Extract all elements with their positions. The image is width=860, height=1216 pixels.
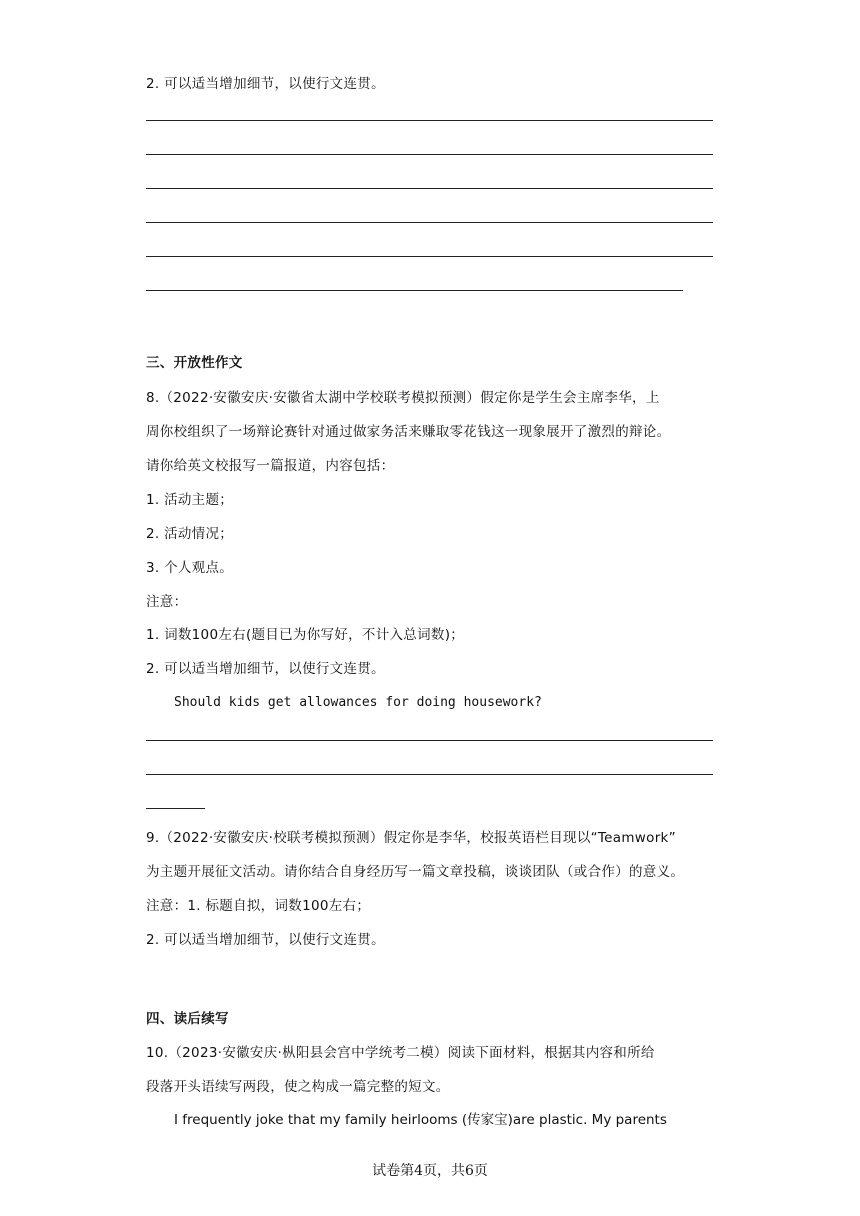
question-10-passage-line-1: I frequently joke that my family heirlooms (传家宝)are plastic. My parents: [174, 1112, 667, 1128]
question-9-note-2: 2. 可以适当增加细节，以使行文连贯。: [146, 932, 385, 948]
answer-line: [146, 774, 713, 775]
question-8-text-line-1: 8.（2022·安徽安庆·安徽省太湖中学校联考模拟预测）假定你是学生会主席李华，上: [146, 390, 660, 406]
question-8-item-1: 1. 活动主题；: [146, 492, 234, 508]
question-9-text-line-1: 9.（2022·安徽安庆·校联考模拟预测）假定你是李华，校报英语栏目现以“Teamwork”: [146, 830, 676, 846]
answer-line: [146, 120, 713, 121]
prev-instruction-item-2: 2. 可以适当增加细节，以使行文连贯。: [146, 76, 385, 92]
question-8-item-2: 2. 活动情况；: [146, 526, 234, 542]
question-8-note-1: 1. 词数100左右(题目已为你写好，不计入总词数)；: [146, 627, 465, 643]
question-8-essay-title: Should kids get allowances for doing housework?: [174, 695, 542, 710]
answer-line: [146, 740, 713, 741]
answer-line: [146, 290, 683, 291]
question-9-text-line-2: 为主题开展征文活动。请你结合自身经历写一篇文章投稿，谈谈团队（或合作）的意义。: [146, 864, 685, 880]
answer-line: [146, 222, 713, 223]
question-8-note-2: 2. 可以适当增加细节，以使行文连贯。: [146, 661, 385, 677]
section-4-heading: 四、读后续写: [146, 1011, 229, 1027]
answer-line: [146, 154, 713, 155]
question-8-note-label: 注意：: [146, 594, 188, 610]
question-8-item-3: 3. 个人观点。: [146, 560, 234, 576]
question-10-text-line-1: 10.（2023·安徽安庆·枞阳县会宫中学统考二模）阅读下面材料，根据其内容和所给: [146, 1045, 655, 1061]
answer-line: [146, 256, 713, 257]
question-8-text-line-3: 请你给英文校报写一篇报道，内容包括：: [146, 458, 395, 474]
question-8-text-line-2: 周你校组织了一场辩论赛针对通过做家务活来赚取零花钱这一现象展开了激烈的辩论。: [146, 424, 671, 440]
answer-line: [146, 808, 205, 809]
question-10-text-line-2: 段落开头语续写两段，使之构成一篇完整的短文。: [146, 1079, 450, 1095]
answer-line: [146, 188, 713, 189]
question-9-note-1: 注意：1. 标题自拟，词数100左右；: [146, 898, 371, 914]
page-footer: 试卷第4页，共6页: [372, 1163, 488, 1179]
section-3-heading: 三、开放性作文: [146, 355, 243, 371]
